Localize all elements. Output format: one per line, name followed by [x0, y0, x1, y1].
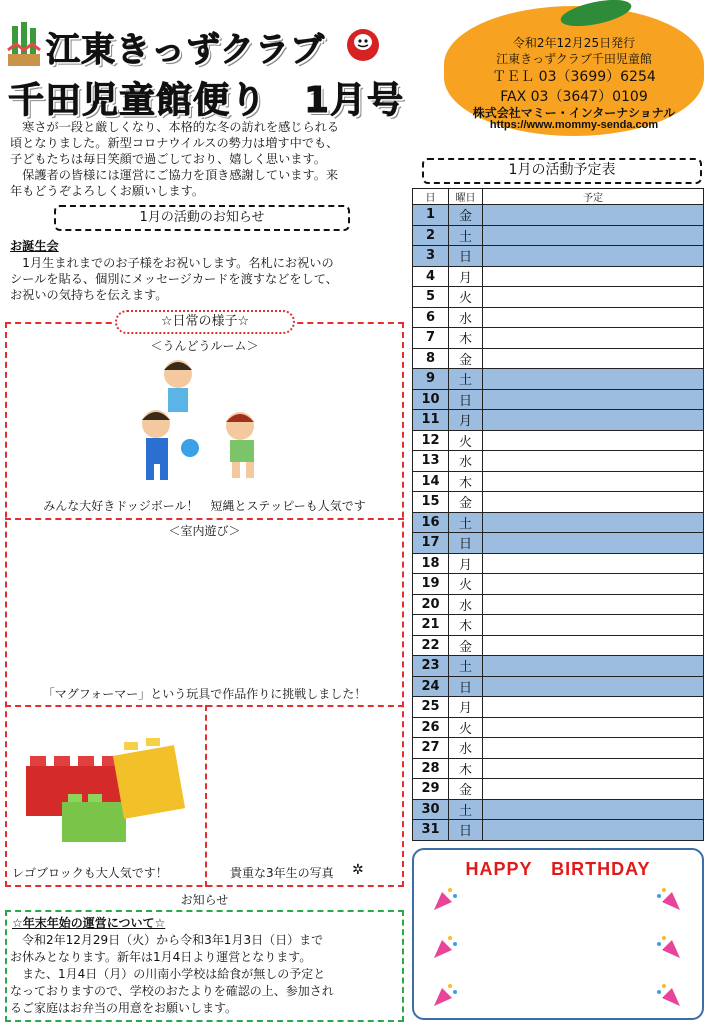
- schedule-weekday: 土: [449, 799, 483, 820]
- schedule-weekday: 水: [449, 738, 483, 759]
- schedule-weekday: 木: [449, 758, 483, 779]
- schedule-day: 13: [413, 451, 449, 472]
- schedule-weekday: 日: [449, 533, 483, 554]
- schedule-plan-cell: [483, 205, 704, 226]
- newsletter-title-line1: 江東きっずクラブ: [46, 30, 325, 70]
- intro-line: 子どもたちは毎日笑顔で過ごしており、嬉しく思います。: [10, 152, 326, 166]
- schedule-weekday: 日: [449, 820, 483, 841]
- schedule-plan-cell: [483, 697, 704, 718]
- schedule-day: 12: [413, 430, 449, 451]
- schedule-row: [413, 574, 704, 595]
- schedule-plan-cell: [483, 799, 704, 820]
- birthday-line: 1月生まれまでのお子様をお祝いします。名札にお祝いの: [10, 256, 334, 270]
- schedule-weekday: 月: [449, 697, 483, 718]
- birthday-title: HAPPY BIRTHDAY: [465, 859, 651, 879]
- schedule-row: [413, 717, 704, 738]
- schedule-plan-cell: [483, 348, 704, 369]
- schedule-plan-cell: [483, 471, 704, 492]
- schedule-plan-cell: [483, 676, 704, 697]
- schedule-weekday: 月: [449, 553, 483, 574]
- schedule-day: 28: [413, 758, 449, 779]
- schedule-plan-cell: [483, 225, 704, 246]
- schedule-row: [413, 533, 704, 554]
- schedule-plan-cell: [483, 246, 704, 267]
- schedule-weekday: 水: [449, 307, 483, 328]
- schedule-row: [413, 389, 704, 410]
- schedule-weekday: 火: [449, 430, 483, 451]
- schedule-weekday: 火: [449, 287, 483, 308]
- schedule-day: 7: [413, 328, 449, 349]
- schedule-day: 15: [413, 492, 449, 513]
- schedule-row: [413, 287, 704, 308]
- schedule-row: [413, 471, 704, 492]
- schedule-plan-cell: [483, 492, 704, 513]
- schedule-weekday: 金: [449, 492, 483, 513]
- birthday-paragraph: [10, 255, 398, 303]
- schedule-weekday: 日: [449, 246, 483, 267]
- intro-line: 頃となりました。新型コロナウイルスの勢力は増す中でも、: [10, 136, 339, 150]
- schedule-row: [413, 205, 704, 226]
- schedule-weekday: 月: [449, 410, 483, 431]
- schedule-day: 22: [413, 635, 449, 656]
- schedule-plan-cell: [483, 266, 704, 287]
- schedule-plan-cell: [483, 287, 704, 308]
- schedule-weekday: 金: [449, 779, 483, 800]
- schedule-weekday: 木: [449, 471, 483, 492]
- schedule-day: 23: [413, 656, 449, 677]
- notice-title: お知らせ: [180, 893, 229, 907]
- divider: [5, 518, 404, 520]
- schedule-weekday: 金: [449, 635, 483, 656]
- schedule-day: 27: [413, 738, 449, 759]
- company-name: 株式会社マミー・インターナショナル: [472, 106, 676, 120]
- party-popper-icon: [656, 934, 682, 960]
- schedule-day: 4: [413, 266, 449, 287]
- schedule-table: [412, 188, 704, 841]
- schedule-day: 30: [413, 799, 449, 820]
- header-weekday: 曜日: [449, 189, 483, 205]
- gym-label: ＜うんどうルーム＞: [150, 339, 259, 353]
- schedule-day: 2: [413, 225, 449, 246]
- schedule-weekday: 土: [449, 225, 483, 246]
- organization-name: 江東きっずクラブ千田児童館: [496, 52, 652, 66]
- lego-blocks-illustration: [22, 736, 192, 848]
- newsletter-title-line2: 千田児童館便り 1月号: [8, 80, 405, 121]
- schedule-row: [413, 635, 704, 656]
- schedule-day: 5: [413, 287, 449, 308]
- schedule-weekday: 金: [449, 348, 483, 369]
- notice-body: [10, 932, 402, 1017]
- schedule-row: [413, 656, 704, 677]
- schedule-plan-cell: [483, 410, 704, 431]
- dodgeball-illustration: [132, 356, 282, 486]
- birthday-line: お祝いの気持ちを伝えます。: [10, 288, 168, 302]
- schedule-day: 1: [413, 205, 449, 226]
- schedule-plan-cell: [483, 779, 704, 800]
- schedule-row: [413, 594, 704, 615]
- schedule-weekday: 火: [449, 717, 483, 738]
- schedule-plan-cell: [483, 328, 704, 349]
- schedule-weekday: 日: [449, 676, 483, 697]
- schedule-weekday: 火: [449, 574, 483, 595]
- schedule-plan-cell: [483, 512, 704, 533]
- schedule-row: [413, 246, 704, 267]
- schedule-plan-cell: [483, 553, 704, 574]
- party-popper-icon: [432, 934, 458, 960]
- schedule-row: [413, 451, 704, 472]
- schedule-day: 14: [413, 471, 449, 492]
- schedule-day: 26: [413, 717, 449, 738]
- schedule-weekday: 土: [449, 656, 483, 677]
- daruma-icon: [346, 26, 380, 62]
- schedule-plan-cell: [483, 430, 704, 451]
- party-popper-icon: [656, 886, 682, 912]
- schedule-weekday: 木: [449, 328, 483, 349]
- schedule-day: 21: [413, 615, 449, 636]
- party-popper-icon: [432, 886, 458, 912]
- schedule-weekday: 金: [449, 205, 483, 226]
- schedule-plan-cell: [483, 615, 704, 636]
- schedule-row: [413, 553, 704, 574]
- intro-paragraph: [10, 119, 398, 199]
- schedule-plan-cell: [483, 533, 704, 554]
- schedule-row: [413, 266, 704, 287]
- kadomatsu-icon: [4, 20, 44, 68]
- notice-line: また、1月4日（月）の川南小学校は給食が無しの予定と: [10, 967, 326, 981]
- schedule-day: 25: [413, 697, 449, 718]
- intro-line: 保護者の皆様には運営にご協力を頂き感謝しています。来: [10, 168, 339, 182]
- schedule-row: [413, 820, 704, 841]
- schedule-weekday: 水: [449, 594, 483, 615]
- header-day: 日: [413, 189, 449, 205]
- schedule-day: 17: [413, 533, 449, 554]
- website-url[interactable]: https://www.mommy-senda.com: [489, 119, 659, 131]
- notice-heading: ☆年末年始の運営について☆: [12, 916, 166, 930]
- notice-line: お休みとなります。新年は1月4日より運営となります。: [10, 950, 312, 964]
- indoor-caption: 「マグフォーマー」という玩具で作品作りに挑戦しました！: [42, 687, 367, 701]
- schedule-row: [413, 430, 704, 451]
- schedule-plan-cell: [483, 451, 704, 472]
- sparkle-icon: ✲: [352, 862, 364, 878]
- schedule-day: 3: [413, 246, 449, 267]
- schedule-day: 19: [413, 574, 449, 595]
- schedule-row: [413, 492, 704, 513]
- schedule-row: [413, 512, 704, 533]
- lego-caption: レゴブロックも大人気です！: [12, 866, 168, 880]
- schedule-plan-cell: [483, 656, 704, 677]
- notice-line: なっておりますので、学校のおたよりを確認の上、参加され: [10, 984, 334, 998]
- schedule-row: [413, 369, 704, 390]
- schedule-plan-cell: [483, 717, 704, 738]
- tel-number: ＴＥＬ 03（3699）6254: [492, 69, 656, 85]
- schedule-day: 8: [413, 348, 449, 369]
- schedule-plan-cell: [483, 369, 704, 390]
- schedule-day: 11: [413, 410, 449, 431]
- notice-line: るご家庭はお弁当の用意をお願いします。: [10, 1001, 238, 1015]
- schedule-row: [413, 799, 704, 820]
- schedule-row: [413, 348, 704, 369]
- intro-line: 年もどうぞよろしくお願いします。: [10, 184, 205, 198]
- schedule-plan-cell: [483, 389, 704, 410]
- schedule-row: [413, 328, 704, 349]
- issue-date: 令和2年12月25日発行: [512, 36, 636, 50]
- schedule-row: [413, 738, 704, 759]
- schedule-day: 10: [413, 389, 449, 410]
- schedule-plan-cell: [483, 758, 704, 779]
- schedule-day: 20: [413, 594, 449, 615]
- schedule-weekday: 月: [449, 266, 483, 287]
- gym-caption: みんな大好きドッジボール！ 短縄とステッピーも人気です: [43, 499, 366, 513]
- schedule-day: 29: [413, 779, 449, 800]
- birthday-heading: お誕生会: [10, 239, 59, 253]
- divider: [205, 705, 207, 887]
- schedule-day: 24: [413, 676, 449, 697]
- intro-line: 寒さが一段と厳しくなり、本格的な冬の訪れを感じられる: [10, 120, 340, 134]
- daily-title: ☆日常の様子☆: [115, 310, 295, 334]
- party-popper-icon: [656, 982, 682, 1008]
- schedule-weekday: 水: [449, 451, 483, 472]
- schedule-row: [413, 779, 704, 800]
- schedule-day: 31: [413, 820, 449, 841]
- party-popper-icon: [432, 982, 458, 1008]
- schedule-row: [413, 676, 704, 697]
- schedule-weekday: 木: [449, 615, 483, 636]
- notice-line: 令和2年12月29日（火）から令和3年1月3日（日）まで: [10, 933, 324, 947]
- schedule-plan-cell: [483, 574, 704, 595]
- header-plan: 予定: [483, 189, 704, 205]
- schedule-row: [413, 307, 704, 328]
- photo-caption: 貴重な3年生の写真: [230, 866, 334, 880]
- birthday-line: シールを貼る、個別にメッセージカードを渡すなどをして、: [10, 272, 338, 286]
- schedule-plan-cell: [483, 307, 704, 328]
- schedule-day: 6: [413, 307, 449, 328]
- schedule-day: 9: [413, 369, 449, 390]
- schedule-row: [413, 758, 704, 779]
- schedule-day: 16: [413, 512, 449, 533]
- schedule-weekday: 土: [449, 369, 483, 390]
- schedule-header-row: [413, 189, 704, 205]
- schedule-weekday: 日: [449, 389, 483, 410]
- fax-number: FAX 03（3647）0109: [500, 89, 648, 105]
- schedule-plan-cell: [483, 594, 704, 615]
- schedule-plan-cell: [483, 820, 704, 841]
- schedule-day: 18: [413, 553, 449, 574]
- schedule-weekday: 土: [449, 512, 483, 533]
- indoor-label: ＜室内遊び＞: [168, 524, 241, 538]
- schedule-title: 1月の活動予定表: [422, 158, 702, 184]
- schedule-plan-cell: [483, 635, 704, 656]
- schedule-plan-cell: [483, 738, 704, 759]
- schedule-row: [413, 410, 704, 431]
- schedule-row: [413, 615, 704, 636]
- schedule-row: [413, 697, 704, 718]
- schedule-row: [413, 225, 704, 246]
- activities-title: 1月の活動のお知らせ: [54, 205, 350, 231]
